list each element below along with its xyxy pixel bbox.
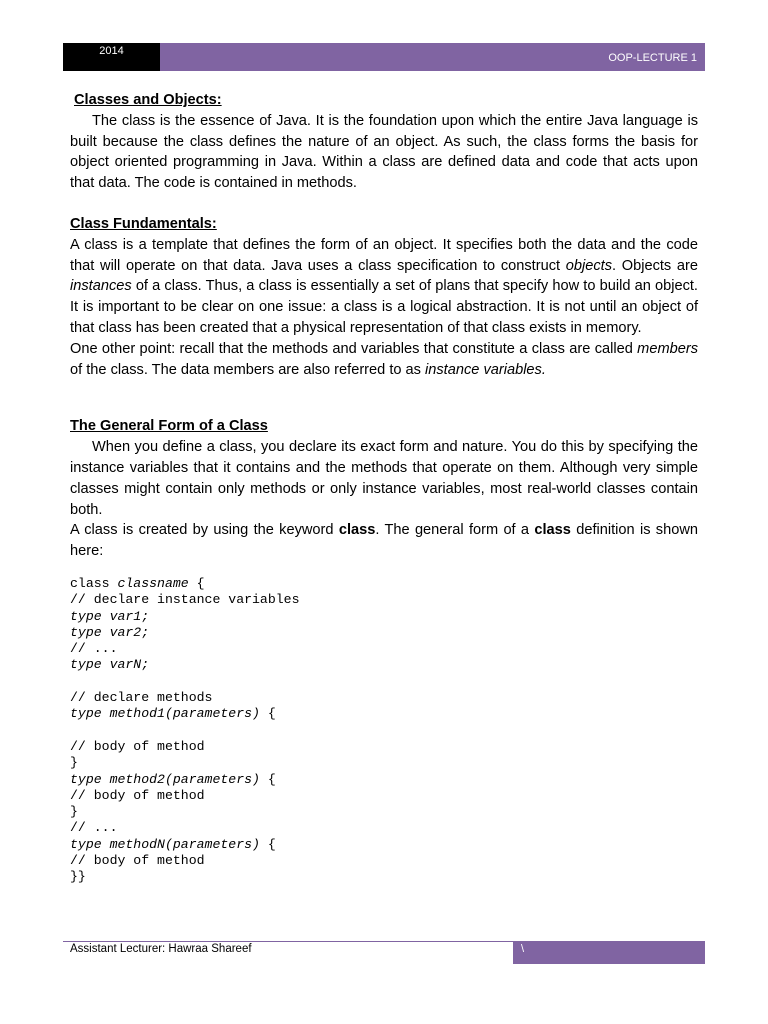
footer-author: Assistant Lecturer: Hawraa Shareef bbox=[70, 943, 252, 955]
paragraph-classes-objects: The class is the essence of Java. It is the foundation upon which the entire Java language is built because the class defines the nature of an object. As such, the class forms the basis for object oriented programming in Java. Within a class are defined data and code that acts upon that data. The code is contained in methods. bbox=[70, 112, 698, 192]
paragraph-members: One other point: recall that the methods and variables that constitute a class are called members of the class. The data members are also referred to as instance variables. bbox=[70, 340, 698, 378]
code-block: class classname { // declare instance variables type var1; type var2; // ... type varN; // declare methods type method1(parameters) { // body of method } type method2(parameters) { // body of method } // ... type methodN(parameters) { // body of method }} bbox=[70, 575, 300, 885]
footer-page-mark: \ bbox=[513, 942, 705, 964]
document-body bbox=[70, 90, 698, 886]
section-heading-class-fundamentals: Class Fundamentals: bbox=[70, 215, 217, 232]
section-heading-general-form: The General Form of a Class bbox=[70, 418, 268, 435]
section-heading-classes-objects: Classes and Objects: bbox=[74, 92, 222, 108]
paragraph-class-template: A class is a template that defines the form of an object. It specifies both the data and the code that will operate on that data. Java uses a class specification to construct objects. Objects are instances of a class. Thus, a class is essentially a set of plans that specify how to build an object. It is important to be clear on one issue: a class is a logical abstraction. It is not until an object of that class has been created that a physical representation of that class exists in memory. bbox=[70, 236, 698, 336]
paragraph-keyword-class: A class is created by using the keyword class. The general form of a class definition is shown here: bbox=[70, 522, 698, 560]
header-year: 2014 bbox=[63, 43, 160, 71]
paragraph-define-class: When you define a class, you declare its exact form and nature. You do this by specifying the instance variables that it contains and the methods that operate on them. Although very simple classes might contain only methods or only instance variables, most real-world classes contain both. bbox=[70, 439, 698, 518]
header-title: OOP-LECTURE 1 bbox=[160, 43, 705, 71]
